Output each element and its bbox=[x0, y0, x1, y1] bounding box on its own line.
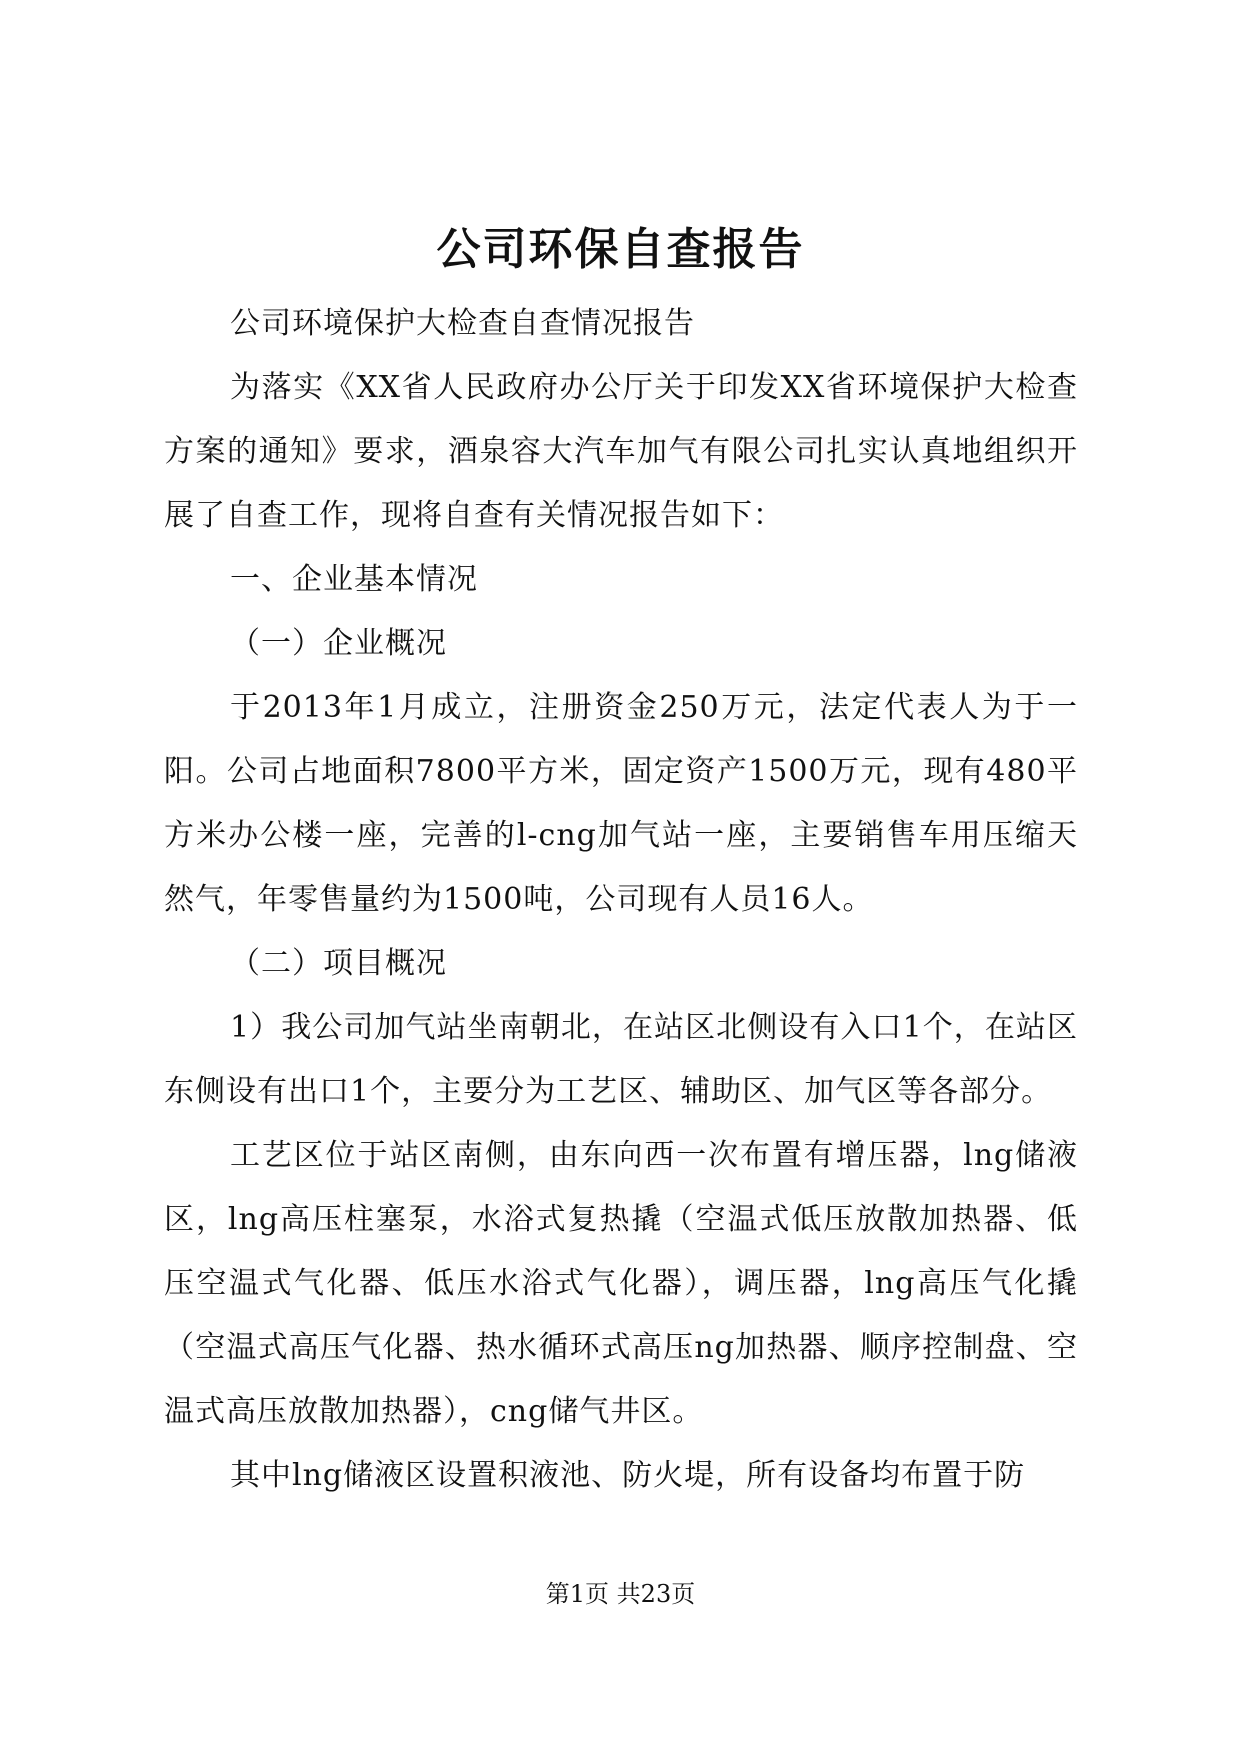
paragraph-process-area: 工艺区位于站区南侧，由东向西一次布置有增压器，lng储液区，lng高压柱塞泵，水浴式复热撬（空温式低压放散加热器、低压空温式气化器、低压水浴式气化器），调压器，lng高压气化撬（空温式高压气化器、热水循环式高压ng加热器、顺序控制盘、空温式高压放散加热器），cng储气井区。 bbox=[164, 1138, 1078, 1429]
document-title: 公司环保自查报告 bbox=[436, 224, 805, 275]
page-footer: 第1页 共23页 bbox=[545, 1580, 696, 1608]
document-body bbox=[164, 292, 1078, 1508]
paragraph-station-layout: 1）我公司加气站坐南朝北，在站区北侧设有入口1个，在站区东侧设有出口1个，主要分为工艺区、辅助区、加气区等各部分。 bbox=[164, 1010, 1078, 1109]
paragraph-company-overview: 于2013年1月成立，注册资金250万元，法定代表人为于一阳。公司占地面积7800平方米，固定资产1500万元，现有480平方米办公楼一座，完善的l-cng加气站一座，主要销售车用压缩天然气，年零售量约为1500吨，公司现有人员16人。 bbox=[164, 690, 1078, 917]
subsection-heading-1: （一）企业概况 bbox=[230, 626, 447, 661]
paragraph-intro: 为落实《XX省人民政府办公厅关于印发XX省环境保护大检查方案的通知》要求，酒泉容大汽车加气有限公司扎实认真地组织开展了自查工作，现将自查有关情况报告如下： bbox=[164, 370, 1078, 533]
paragraph-lng-storage: 其中lng储液区设置积液池、防火堤，所有设备均布置于防 bbox=[230, 1458, 1026, 1493]
section-heading-1: 一、企业基本情况 bbox=[230, 562, 478, 597]
subsection-heading-2: （二）项目概况 bbox=[230, 946, 447, 981]
paragraph-subtitle: 公司环境保护大检查自查情况报告 bbox=[230, 306, 695, 341]
